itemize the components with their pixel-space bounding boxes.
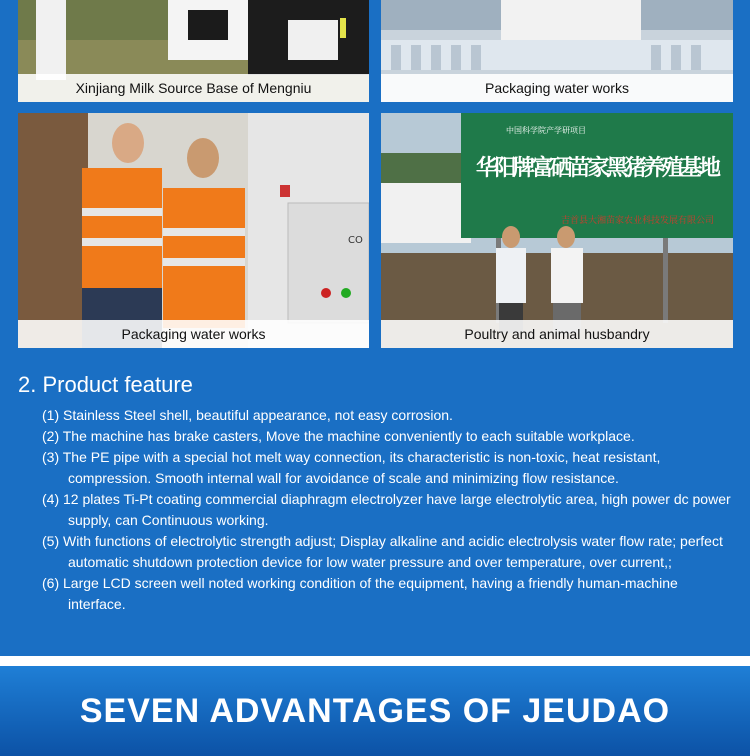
feature-item: (1) Stainless Steel shell, beautiful appearance, not easy corrosion. — [42, 407, 453, 423]
machine-label: CO — [348, 235, 363, 246]
photo-packaging-water-2 — [18, 113, 369, 348]
feature-item: (4) 12 plates Ti-Pt coating commercial diaphragm electrolyzer have large electrolytic area, high power dc power supply, can Continuous working. — [42, 491, 731, 528]
farm-sign-image — [381, 113, 733, 348]
feature-item: (3) The PE pipe with a special hot melt way connection, its characteristic is non-toxic, heat resistant, compression. Smooth internal wall for avoidance of scale and minimizing flow resistance. — [42, 449, 661, 486]
banner-title: SEVEN ADVANTAGES OF JEUDAO — [79, 692, 671, 730]
sign-line-2: 华阳牌富硒苗家黑猪养殖基地 — [476, 156, 721, 181]
photo-poultry-husbandry — [381, 113, 733, 348]
advantages-banner — [0, 666, 750, 756]
sign-line-1: 中国科学院产学研项目 — [506, 126, 586, 135]
photo-caption: Packaging water works — [18, 320, 369, 348]
photo-caption: Packaging water works — [381, 74, 733, 102]
photo-caption: Poultry and animal husbandry — [381, 320, 733, 348]
feature-list — [42, 405, 732, 615]
sign-line-3: 吉首县大湘苗家农业科技发展有限公司 — [561, 216, 715, 226]
section-divider — [0, 656, 750, 666]
section-title: 2. Product feature — [18, 372, 193, 397]
photo-caption: Xinjiang Milk Source Base of Mengniu — [18, 74, 369, 102]
workers-with-machine-image — [18, 113, 369, 348]
photo-packaging-water-1 — [381, 0, 733, 102]
feature-item: (5) With functions of electrolytic strength adjust; Display alkaline and acidic electrolysis water flow rate; perfect automatic shutdown protection device for low water pressure and over temperature, over current,; — [42, 533, 723, 570]
feature-item: (6) Large LCD screen well noted working condition of the equipment, having a friendly human-machine interface. — [42, 575, 678, 612]
feature-item: (2) The machine has brake casters, Move the machine conveniently to each suitable workplace. — [42, 428, 635, 444]
photo-milk-source — [18, 0, 369, 102]
